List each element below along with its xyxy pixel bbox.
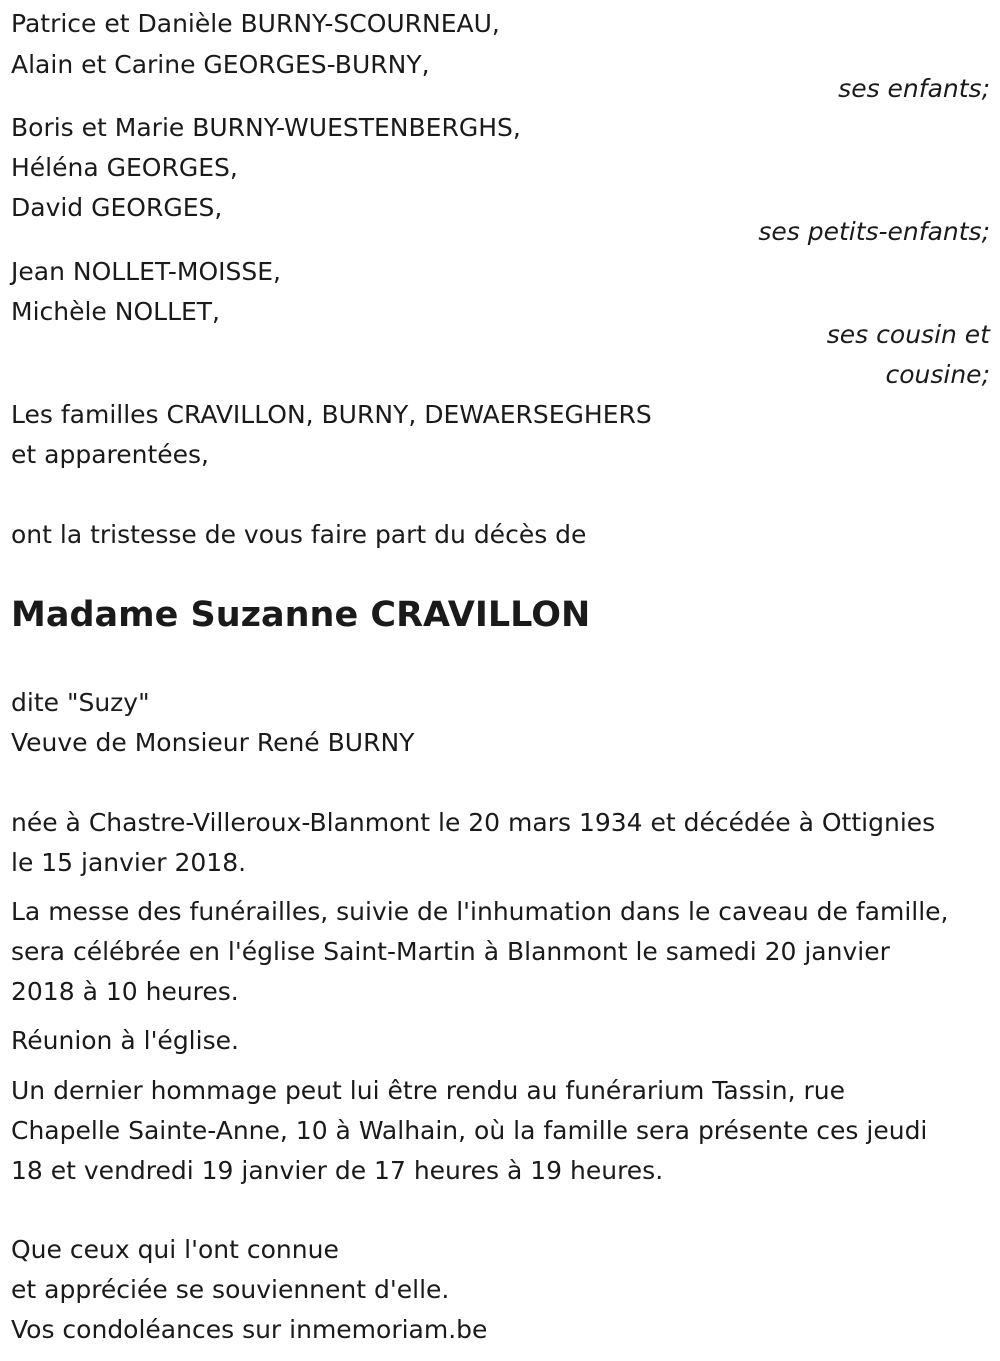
- meeting-text: Réunion à l'église.: [11, 1026, 239, 1055]
- birth-death-line-1: née à Chastre-Villeroux-Blanmont le 20 mars 1934 et décédée à Ottignies: [11, 808, 936, 837]
- nickname: dite "Suzy": [11, 688, 150, 717]
- role-grandchildren: ses petits-enfants;: [758, 217, 990, 246]
- closing-line-1: Que ceux qui l'ont connue: [11, 1235, 339, 1264]
- deceased-name: Madame Suzanne CRAVILLON: [11, 595, 591, 635]
- funeral-line-2: sera célébrée en l'église Saint-Martin à Blanmont le samedi 20 janvier: [11, 937, 890, 966]
- funeral-line-1: La messe des funérailles, suivie de l'inhumation dans le caveau de famille,: [11, 897, 949, 926]
- grandchild-name-2: Héléna GEORGES,: [11, 153, 238, 182]
- role-cousins-line-1: ses cousin et: [826, 320, 990, 349]
- birth-death-line-2: le 15 janvier 2018.: [11, 848, 247, 877]
- role-children: ses enfants;: [838, 74, 990, 103]
- announcement-text: ont la tristesse de vous faire part du décès de: [11, 520, 587, 549]
- grandchild-name-1: Boris et Marie BURNY-WUESTENBERGHS,: [11, 113, 521, 142]
- families-line-1: Les familles CRAVILLON, BURNY, DEWAERSEGHERS: [11, 400, 652, 429]
- families-line-2: et apparentées,: [11, 440, 209, 469]
- cousin-name-1: Jean NOLLET-MOISSE,: [11, 257, 281, 286]
- tribute-line-2: Chapelle Sainte-Anne, 10 à Walhain, où la famille sera présente ces jeudi: [11, 1116, 928, 1145]
- tribute-line-3: 18 et vendredi 19 janvier de 17 heures à 19 heures.: [11, 1156, 664, 1185]
- closing-line-2: et appréciée se souviennent d'elle.: [11, 1275, 450, 1304]
- cousin-name-2: Michèle NOLLET,: [11, 297, 221, 326]
- child-name-1: Patrice et Danièle BURNY-SCOURNEAU,: [11, 9, 500, 38]
- tribute-line-1: Un dernier hommage peut lui être rendu au funérarium Tassin, rue: [11, 1076, 845, 1105]
- role-cousins-line-2: cousine;: [885, 360, 990, 389]
- funeral-line-3: 2018 à 10 heures.: [11, 977, 239, 1006]
- grandchild-name-3: David GEORGES,: [11, 193, 223, 222]
- widow-of: Veuve de Monsieur René BURNY: [11, 728, 415, 757]
- closing-line-3: Vos condoléances sur inmemoriam.be: [11, 1315, 488, 1344]
- child-name-2: Alain et Carine GEORGES-BURNY,: [11, 50, 430, 79]
